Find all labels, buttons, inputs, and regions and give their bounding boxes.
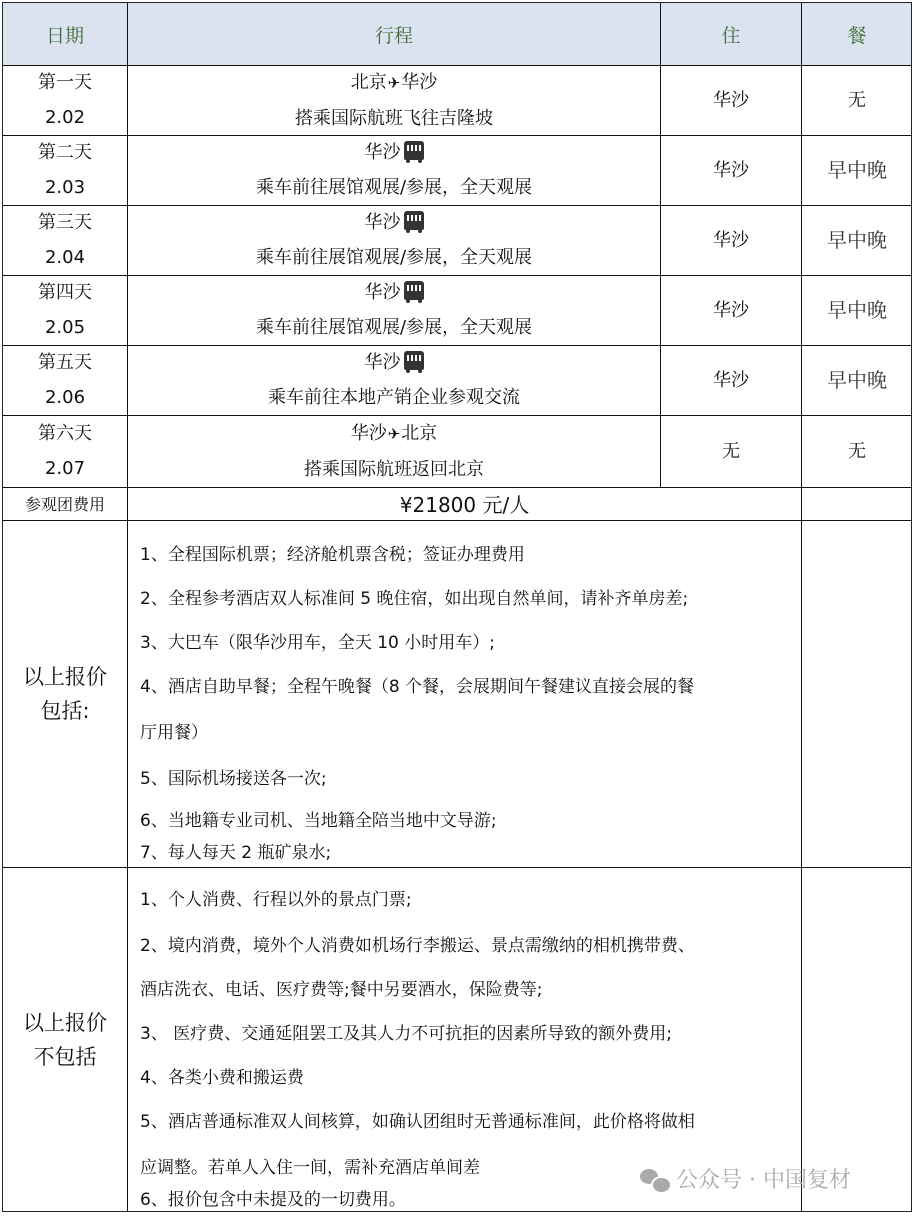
day-cell [3,65,127,135]
meal-cell: 早中晚 [827,227,887,252]
day-label: 第五天 [38,352,92,373]
day-label: 第六天 [38,423,92,444]
plane-icon: ✈ [387,73,401,92]
day-cell [3,275,127,345]
day-label: 第二天 [38,142,92,163]
itinerary-cell [128,135,660,205]
excludes-label [3,867,127,1212]
list-item: 3、大巴车（限华沙用车，全天 10 小时用车）; [140,633,495,653]
header-itinerary: 行程 [374,24,413,47]
list-item: 3、 医疗费、交通延阻罢工及其人力不可抗拒的因素所导致的额外费用; [140,1024,672,1044]
route-from: 华沙 [364,212,401,233]
stay-cell: 华沙 [713,369,749,391]
day-cell [3,135,127,205]
route [365,135,424,170]
list-item: 5、国际机场接送各一次; [140,769,327,789]
bus-icon [404,351,424,370]
list-item: 1、全程国际机票；经济舱机票含税；签证办理费用 [140,545,525,565]
list-item: 酒店洗衣、电话、医疗费等;餐中另要酒水，保险费等; [140,980,543,1000]
itinerary-cell [128,205,660,275]
day-label: 第一天 [38,72,92,93]
meal-cell: 早中晚 [827,297,887,322]
bus-icon [404,141,424,160]
route [351,416,438,452]
meal-cell: 早中晚 [827,367,887,392]
day-date: 2.03 [44,177,86,198]
day-cell [3,345,127,415]
itinerary-desc: 乘车前往展馆观展/参展，全天观展 [255,177,533,198]
includes-label-line2: 包括: [40,698,90,723]
itinerary-desc: 乘车前往本地产销企业参观交流 [268,387,520,408]
list-item: 2、全程参考酒店双人标准间 5 晚住宿，如出现自然单间，请补齐单房差; [140,589,689,609]
stay-cell: 无 [722,440,740,462]
itinerary-desc: 乘车前往展馆观展/参展，全天观展 [255,317,533,338]
fee-value: ¥21800 元/人 [399,493,530,517]
excludes-label-line2: 不包括 [33,1044,97,1069]
includes-label-line1: 以上报价 [23,664,107,689]
route-from: 华沙 [364,352,401,373]
route [351,65,438,101]
list-item: 厅用餐） [140,723,208,743]
stay-cell: 华沙 [713,299,749,321]
day-date: 2.04 [44,247,86,268]
meal-cell: 早中晚 [827,157,887,182]
stay-cell: 华沙 [713,229,749,251]
route-from: 华沙 [364,142,401,163]
day-date: 2.07 [44,458,86,479]
route-from: 北京 [350,71,387,93]
watermark [640,1163,851,1194]
list-item: 5、酒店普通标准双人间核算，如确认团组时无普通标准间，此价格将做相 [140,1112,695,1132]
includes-label [3,520,127,867]
bus-icon [404,281,424,300]
list-item: 1、个人消费、行程以外的景点门票; [140,890,412,910]
plane-icon: ✈ [387,424,401,443]
itinerary-cell [128,345,660,415]
list-item: 6、当地籍专业司机、当地籍全陪当地中文导游; [140,811,497,831]
route [365,205,424,240]
route [365,275,424,310]
itinerary-desc: 搭乘国际航班返回北京 [304,458,484,480]
route-from: 华沙 [350,422,387,444]
itinerary-desc: 乘车前往展馆观展/参展，全天观展 [255,247,533,268]
excludes-label-line1: 以上报价 [23,1010,107,1035]
watermark-text: 公众号 · 中国复材 [676,1168,851,1193]
list-item: 7、每人每天 2 瓶矿泉水; [140,843,332,863]
route [365,345,424,380]
list-item: 4、各类小费和搬运费 [140,1068,304,1088]
header-meal: 餐 [847,24,867,47]
itinerary-cell [128,65,660,135]
bus-icon [404,211,424,230]
stay-cell: 华沙 [713,159,749,181]
list-item: 4、酒店自助早餐；全程午晚餐（8 个餐，会展期间午餐建议直接会展的餐 [140,677,695,697]
day-label: 第三天 [38,212,92,233]
route-to: 北京 [401,422,438,444]
header-stay: 住 [721,24,741,47]
meal-cell: 无 [848,440,866,462]
route-from: 华沙 [364,282,401,303]
day-date: 2.06 [44,387,86,408]
divider [3,520,912,521]
itinerary-desc: 搭乘国际航班飞往吉隆坡 [295,107,493,129]
day-cell [3,205,127,275]
list-item: 6、报价包含中未提及的一切费用。 [140,1190,406,1210]
day-date: 2.02 [44,107,86,128]
day-cell [3,415,127,487]
list-item: 应调整。若单人入住一间，需补充酒店单间差 [140,1158,480,1178]
fee-label: 参观团费用 [24,495,105,514]
day-label: 第四天 [38,282,92,303]
wechat-icon [640,1167,670,1191]
itinerary-cell [128,275,660,345]
itinerary-cell [128,415,660,487]
route-to: 华沙 [401,71,438,93]
divider [3,867,912,868]
stay-cell: 华沙 [713,89,749,111]
list-item: 2、境内消费，境外个人消费如机场行李搬运、景点需缴纳的相机携带费、 [140,936,695,956]
header-date: 日期 [45,24,84,47]
meal-cell: 无 [848,89,866,111]
day-date: 2.05 [44,317,86,338]
